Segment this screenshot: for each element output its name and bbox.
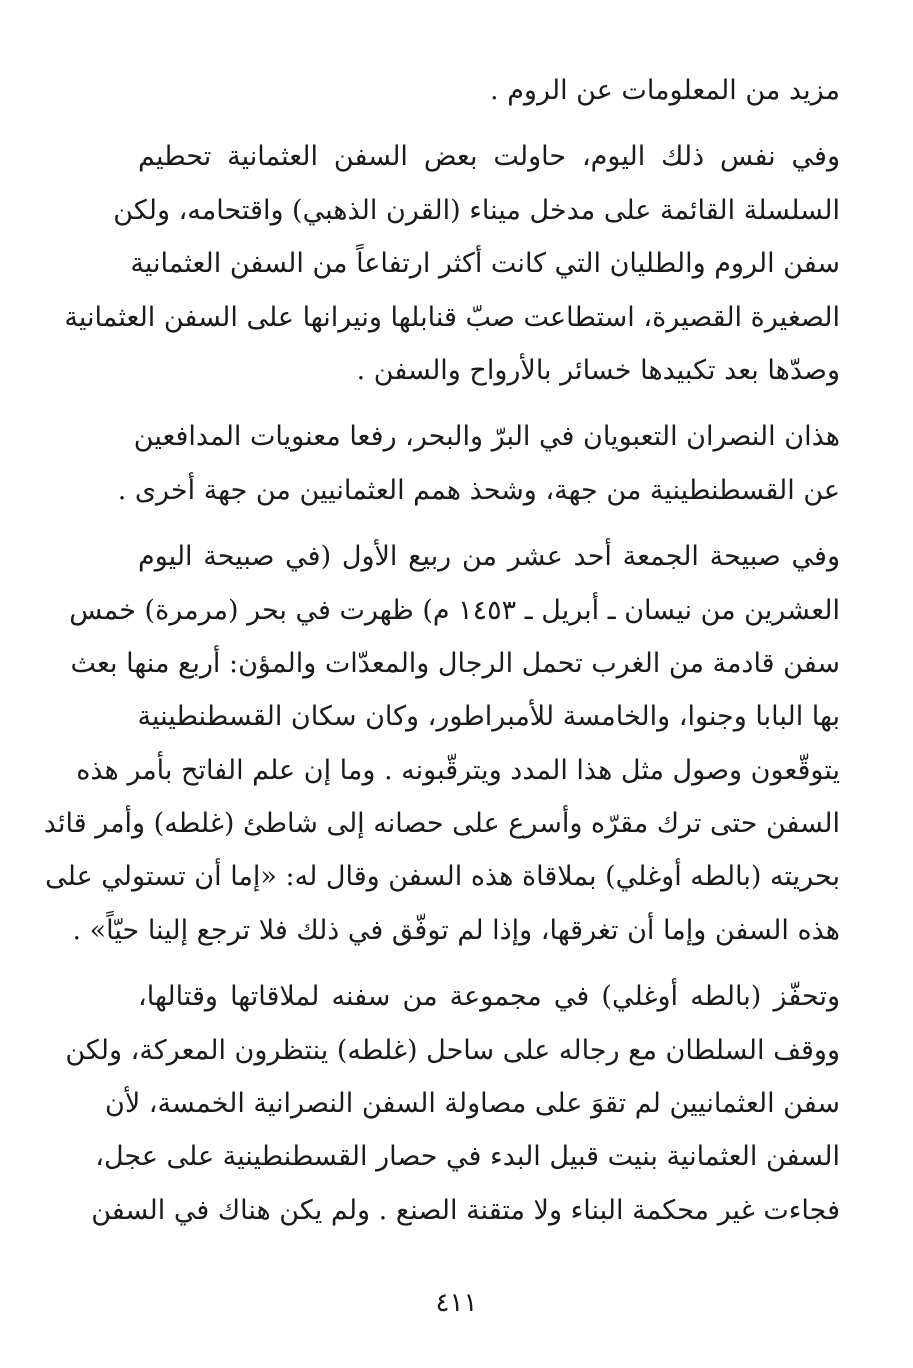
text-line: يتوقّعون وصول مثل هذا المدد ويترقّبونه . وما إن علم الفاتح بأمر هذه: [76, 754, 840, 786]
text-line: الصغيرة القصيرة، استطاعت صبّ قنابلها ونيرانها على السفن العثمانية: [64, 301, 840, 333]
paragraph: [43, 530, 840, 957]
text-line: عن القسطنطينية من جهة، وشحذ همم العثمانيين من جهة أخرى .: [117, 474, 840, 506]
paragraph: [138, 64, 840, 117]
text-line: وفي صبيحة الجمعة أحد عشر من ربيع الأول (في صبيحة اليوم: [138, 541, 840, 573]
text-line: السلسلة القائمة على مدخل ميناء (القرن الذهبي) واقتحامه، ولكن: [113, 194, 840, 226]
text-line: السفن حتى ترك مقرّه وأسرع على حصانه إلى شاطئ (غلطه) وأمر قائد: [43, 808, 840, 840]
body-text: [43, 64, 840, 1237]
text-line: ووقف السلطان مع رجاله على ساحل (غلطه) ينتظرون المعركة، ولكن: [65, 1034, 840, 1066]
text-line: سفن الروم والطليان التي كانت أكثر ارتفاعاً من السفن العثمانية: [130, 248, 840, 280]
text-line: وتحفّز (بالطه أوغلي) في مجموعة من سفنه لملاقاتها وقتالها،: [138, 981, 840, 1013]
text-line: سفن قادمة من الغرب تحمل الرجال والمعدّات والمؤن: أربع منها بعث: [70, 647, 840, 679]
paragraph-gap: [138, 957, 840, 970]
text-line: بها البابا وجنوا، والخامسة للأمبراطور، وكان سكان القسطنطينية: [137, 701, 840, 733]
text-line: هذه السفن وإما أن تغرقها، وإذا لم توفّق في ذلك فلا ترجع إلينا حيّاً» .: [72, 914, 840, 946]
paragraph-gap: [138, 117, 840, 130]
page-number: ٤١١: [435, 1288, 478, 1318]
text-line: بحريته (بالطه أوغلي) بملاقاة هذه السفن وقال له: «إما أن تستولي على: [45, 861, 840, 893]
paragraph-gap: [138, 517, 840, 530]
paragraph: [65, 970, 840, 1237]
paragraph-gap: [138, 397, 840, 410]
text-line: العشرين من نيسان ـ أبريل ـ ١٤٥٣ م) ظهرت في بحر (مرمرة) خمس: [69, 594, 840, 626]
text-line: وصدّها بعد تكبيدها خسائر بالأرواح والسفن .: [356, 354, 840, 386]
text-line: سفن العثمانيين لم تقوَ على مصاولة السفن النصرانية الخمسة، لأن: [104, 1088, 840, 1120]
text-line: هذان النصران التعبويان في البرّ والبحر، رفعا معنويات المدافعين: [133, 421, 840, 453]
text-line: مزيد من المعلومات عن الروم .: [490, 75, 840, 106]
text-line: فجاءت غير محكمة البناء ولا متقنة الصنع . ولم يكن هناك في السفن: [91, 1194, 840, 1226]
text-line: وفي نفس ذلك اليوم، حاولت بعض السفن العثمانية تحطيم: [138, 141, 840, 173]
text-line: السفن العثمانية بنيت قبيل البدء في حصار القسطنطينية على عجل،: [95, 1141, 840, 1173]
paragraph: [64, 130, 840, 397]
paragraph: [117, 410, 840, 517]
